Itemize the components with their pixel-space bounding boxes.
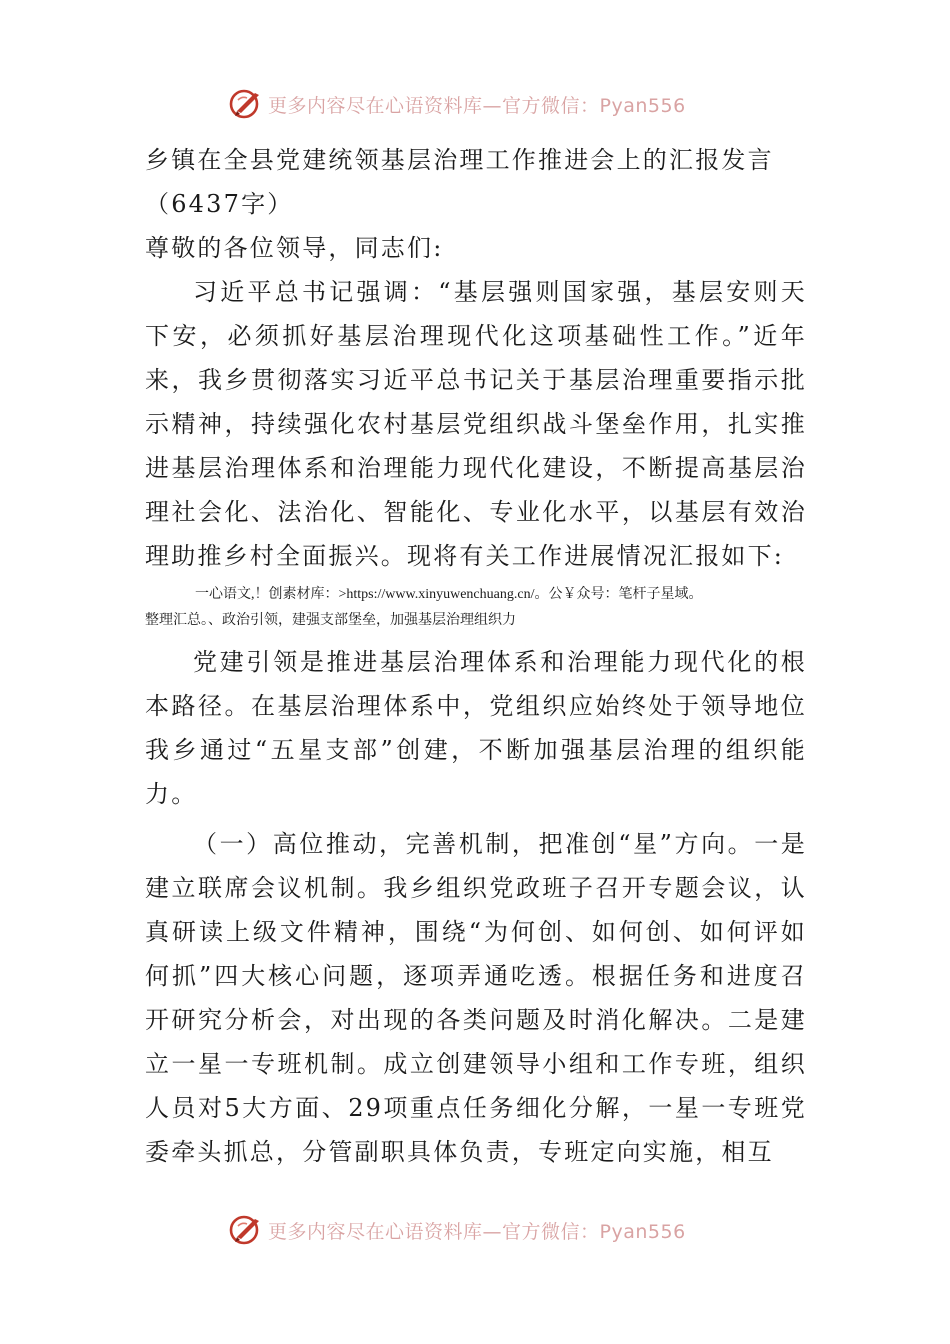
watermark-text: 更多内容尽在心语资料库—官方微信：Pyan556 xyxy=(268,94,686,117)
paragraph-party-building: 党建引领是推进基层治理体系和治理能力现代化的根本路径。在基层治理体系中，党组织应始终处于领导地位我乡通过“五星支部”创建，不断加强基层治理的组织能力。 xyxy=(145,648,807,808)
paragraph-section-one: （一）高位推动，完善机制，把准创“星”方向。一是建立联席会议机制。我乡组织党政班子召开专题会议，认真研读上级文件精神，围绕“为何创、如何创、如何评如何抓”四大核心问题，逐项弄通吃透。根据任务和进度召开研究分析会，对出现的各类问题及时消化解决。二是建立一星一专班机制。成立创建领导小组和工作专班，组织人员对5大方面、29项重点任务细化分解，一星一专班党委牵头抓总，分管副职具体负责，专班定向实施，相互 xyxy=(145,830,807,1166)
salutation: 尊敬的各位领导，同志们: xyxy=(145,234,444,262)
doc-title xyxy=(145,138,807,226)
paragraph-intro: 习近平总书记强调：“基层强则国家强，基层安则天下安，必须抓好基层治理现代化这项基础性工作。”近年来，我乡贯彻落实习近平总书记关于基层治理重要指示批示精神，持续强化农村基层党组织战斗堡垒作用，扎实推进基层治理体系和治理能力现代化建设，不断提高基层治理社会化、法治化、智能化、专业化水平，以基层有效治理助推乡村全面振兴。现将有关工作进展情况汇报如下: xyxy=(145,278,807,570)
watermark-text: 更多内容尽在心语资料库—官方微信：Pyan556 xyxy=(268,1220,686,1243)
note-line-2: 整理汇总。、政治引领，建强支部堡垒，加强基层治理组织力 xyxy=(145,613,516,628)
pen-logo-icon xyxy=(228,86,264,122)
note-line-1: 一心语文,！创素材库：>https://www.xinyuwenchuang.cn/。公￥众号：笔杆子星域。 xyxy=(195,587,703,602)
doc-title-line2: （6437字） xyxy=(145,190,294,218)
watermark-footer xyxy=(228,1210,728,1250)
watermark-header xyxy=(228,84,728,124)
doc-title-line1: 乡镇在全县党建统领基层治理工作推进会上的汇报发言 xyxy=(145,146,774,174)
inline-watermark-note xyxy=(145,582,807,634)
document-body xyxy=(145,138,807,1174)
pen-logo-icon xyxy=(228,1212,264,1248)
